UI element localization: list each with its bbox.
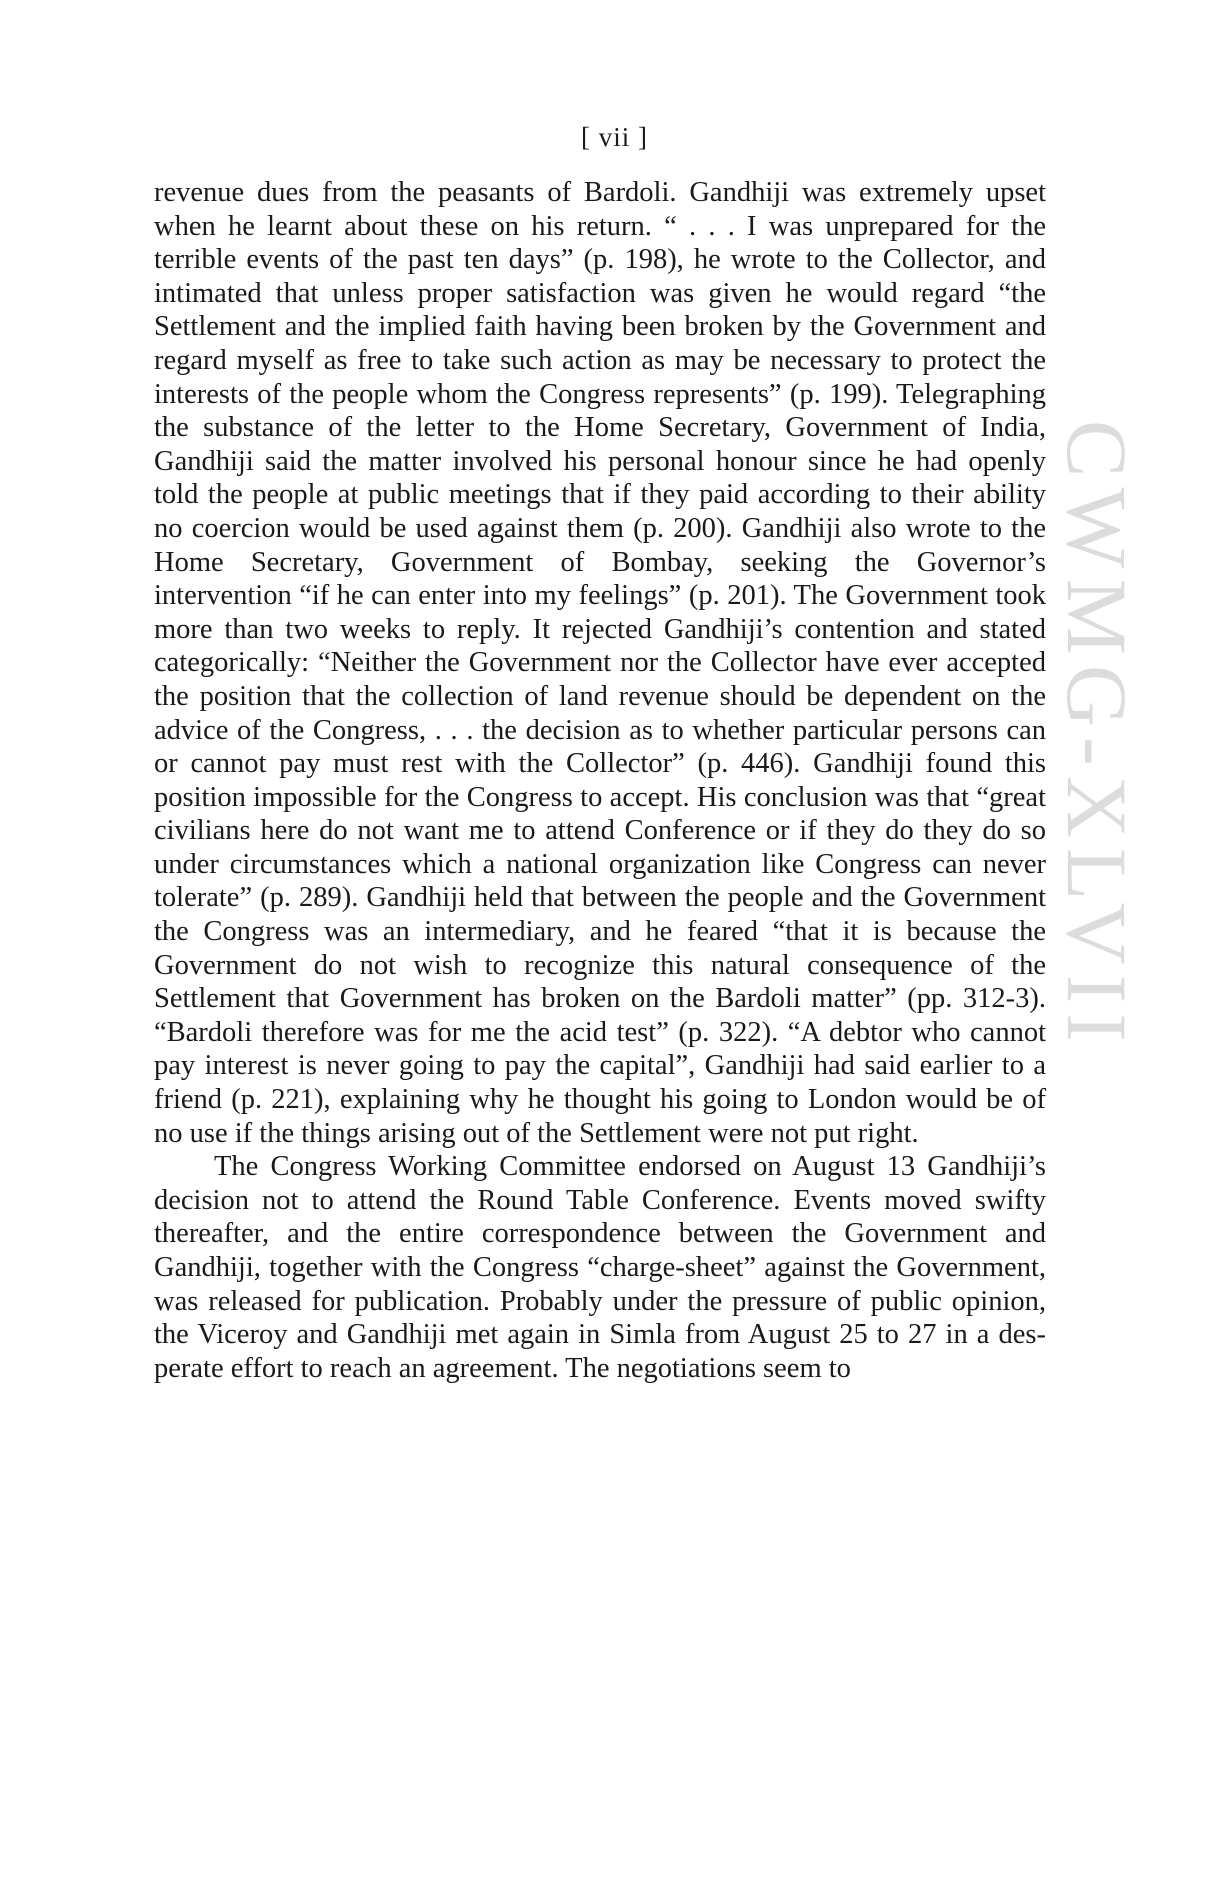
watermark: CWMG-XLVII bbox=[1049, 420, 1145, 1052]
body-text bbox=[154, 176, 1046, 1385]
page-number: [ vii ] bbox=[581, 122, 648, 152]
paragraph: revenue dues from the peasants of Bardoli. Gandhiji was extremely upset when he learnt about these on his return. “ . . . I was unprepared for the terrible events of the past ten days” (p. 198), he wrote to the Collector, and intimated that unless proper satisfaction was given he would regard “the Settlement and the implied faith having been broken by the Government and regard myself as free to take such action as may be necessary to protect the interests of the people whom the Congress represents” (p. 199). Telegraphing the substance of the letter to the Home Secretary, Government of India, Gandhiji said the matter involved his personal honour since he had openly told the people at public meetings that if they paid according to their ability no coercion would be used against them (p. 200). Gandhiji also wrote to the Home Secretary, Government of Bombay, seeking the Governor’s intervention “if he can enter into my feelings” (p. 201). The Government took more than two weeks to reply. It rejected Gandhiji’s contention and stated categorically: “Neither the Government nor the Collector have ever accepted the position that the collection of land revenue should be dependent on the advice of the Congress, . . . the decision as to whether particular persons can or cannot pay must rest with the Collector” (p. 446). Gandhiji found this position impossible for the Congress to accept. His conclusion was that “great civilians here do not want me to attend Conference or if they do they do so under circumstances which a national organization like Congress can never tolerate” (p. 289). Gandhiji held that between the people and the Government the Congress was an intermediary, and he feared “that it is because the Government do not wish to recognize this natural consequence of the Settlement that Government has broken on the Bardoli matter” (pp. 312-3). “Bardoli therefore was for me the acid test” (p. 322). “A debtor who cannot pay interest is never going to pay the capital”, Gandhiji had said earlier to a friend (p. 221), explaining why he thought his going to London would be of no use if the things arising out of the Settlement were not put right. bbox=[154, 177, 1046, 1149]
paragraph: The Congress Working Committee endorsed on August 13 Gandhiji’s decision not to attend the Round Table Conference. Events moved swifty thereafter, and the entire correspondence between the Government and Gandhiji, together with the Congress “charge-sheet” against the Government, was released for publication. Probably under the pressure of public opinion, the Viceroy and Gandhiji met again in Simla from August 25 to 27 in a desperate effort to reach an agreement. The negotiations seem to bbox=[154, 1151, 1046, 1384]
